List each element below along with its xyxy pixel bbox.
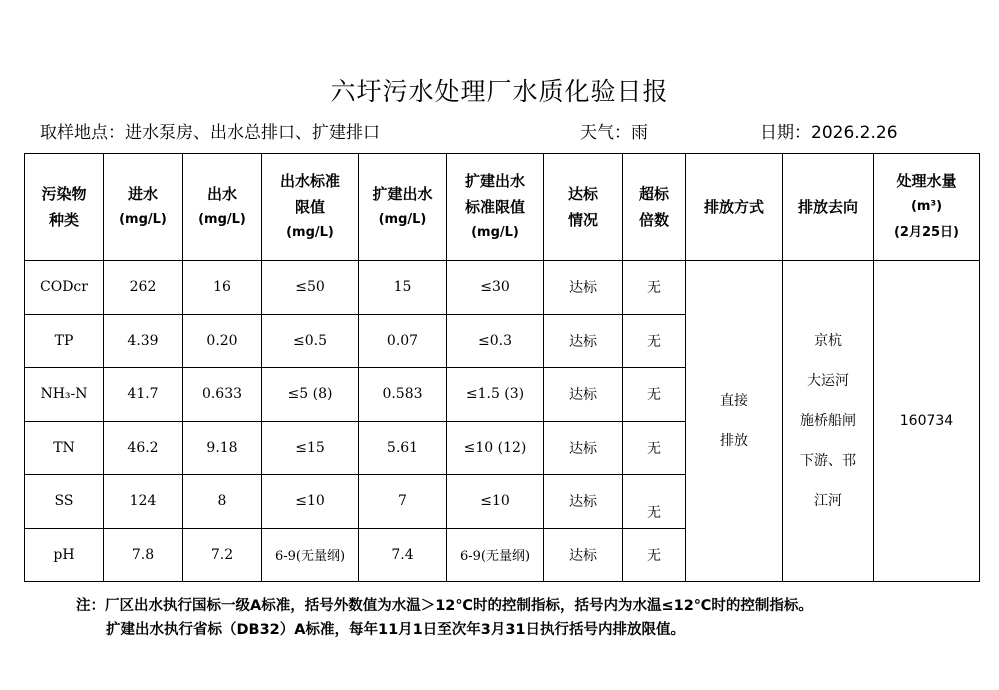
- header-outflow: 出水 (mg/L): [183, 154, 262, 261]
- compliance-status: 达标: [544, 421, 623, 475]
- ext-outflow-value: 0.583: [359, 368, 447, 422]
- ext-limit: 6-9(无量纲): [447, 528, 544, 582]
- page-title: 六圩污水处理厂水质化验日报: [330, 77, 669, 106]
- header-row: [25, 154, 980, 261]
- header-discharge-dest: 排放去向: [783, 154, 874, 261]
- inflow-value: 124: [104, 475, 183, 529]
- exceed-multiple: 无: [623, 475, 686, 529]
- header-inflow: 进水 (mg/L): [104, 154, 183, 261]
- compliance-status: 达标: [544, 261, 623, 315]
- header-exceed: 超标 倍数: [623, 154, 686, 261]
- exceed-multiple: 无: [623, 314, 686, 368]
- header-ext-outflow: 扩建出水 (mg/L): [359, 154, 447, 261]
- exceed-multiple: 无: [623, 368, 686, 422]
- compliance-status: 达标: [544, 368, 623, 422]
- compliance-status: 达标: [544, 528, 623, 582]
- ext-limit: ≤1.5 (3): [447, 368, 544, 422]
- outflow-value: 0.20: [183, 314, 262, 368]
- table-row: [25, 261, 980, 315]
- inflow-value: 41.7: [104, 368, 183, 422]
- ext-limit: ≤0.3: [447, 314, 544, 368]
- pollutant-name: TN: [25, 421, 104, 475]
- outflow-limit: ≤0.5: [262, 314, 359, 368]
- header-discharge-method: 排放方式: [686, 154, 783, 261]
- pollutant-name: pH: [25, 528, 104, 582]
- outflow-limit: 6-9(无量纲): [262, 528, 359, 582]
- outflow-limit: ≤10: [262, 475, 359, 529]
- pollutant-name: NH₃-N: [25, 368, 104, 422]
- ext-limit: ≤30: [447, 261, 544, 315]
- exceed-multiple: 无: [623, 528, 686, 582]
- water-quality-table: [24, 153, 980, 582]
- compliance-status: 达标: [544, 475, 623, 529]
- sampling-location: 取样地点：进水泵房、出水总排口、扩建排口: [40, 123, 380, 143]
- discharge-method: 直接 排放: [686, 261, 783, 582]
- ext-outflow-value: 7: [359, 475, 447, 529]
- ext-limit: ≤10 (12): [447, 421, 544, 475]
- outflow-value: 9.18: [183, 421, 262, 475]
- outflow-limit: ≤15: [262, 421, 359, 475]
- header-outflow-limit: 出水标准 限值 (mg/L): [262, 154, 359, 261]
- ext-outflow-value: 0.07: [359, 314, 447, 368]
- header-pollutant: 污染物 种类: [25, 154, 104, 261]
- ext-outflow-value: 7.4: [359, 528, 447, 582]
- header-volume: 处理水量 (m³) (2月25日): [874, 154, 980, 261]
- report-date: 日期：2026.2.26: [760, 123, 898, 143]
- outflow-value: 0.633: [183, 368, 262, 422]
- ext-outflow-value: 15: [359, 261, 447, 315]
- inflow-value: 46.2: [104, 421, 183, 475]
- compliance-status: 达标: [544, 314, 623, 368]
- weather: 天气：雨: [580, 123, 648, 143]
- outflow-value: 8: [183, 475, 262, 529]
- header-ext-limit: 扩建出水 标准限值 (mg/L): [447, 154, 544, 261]
- exceed-multiple: 无: [623, 421, 686, 475]
- footnote: [76, 594, 813, 642]
- inflow-value: 262: [104, 261, 183, 315]
- footnote-line-1: 注：厂区出水执行国标一级A标准，括号外数值为水温＞12℃时的控制指标，括号内为水温≤12℃时的控制指标。: [76, 598, 813, 614]
- inflow-value: 7.8: [104, 528, 183, 582]
- footnote-line-2: 扩建出水执行省标（DB32）A标准，每年11月1日至次年3月31日执行括号内排放限值。: [106, 622, 686, 638]
- pollutant-name: CODcr: [25, 261, 104, 315]
- outflow-limit: ≤50: [262, 261, 359, 315]
- pollutant-name: TP: [25, 314, 104, 368]
- ext-limit: ≤10: [447, 475, 544, 529]
- treated-volume: 160734: [874, 261, 980, 582]
- discharge-destination: 京杭 大运河 施桥船闸 下游、邗 江河: [783, 261, 874, 582]
- outflow-value: 16: [183, 261, 262, 315]
- header-compliance: 达标 情况: [544, 154, 623, 261]
- outflow-value: 7.2: [183, 528, 262, 582]
- inflow-value: 4.39: [104, 314, 183, 368]
- exceed-multiple: 无: [623, 261, 686, 315]
- ext-outflow-value: 5.61: [359, 421, 447, 475]
- pollutant-name: SS: [25, 475, 104, 529]
- outflow-limit: ≤5 (8): [262, 368, 359, 422]
